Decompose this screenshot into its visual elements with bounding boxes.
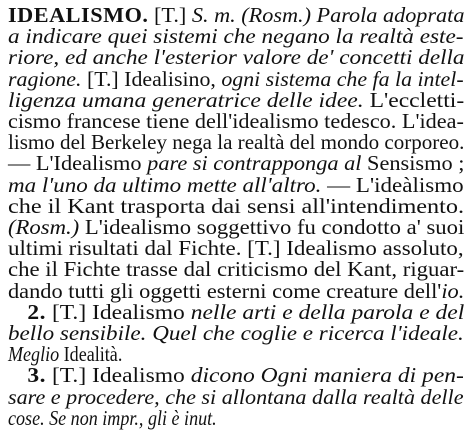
- entry-text: (Rosm.): [8, 215, 80, 239]
- entry-line: [8, 407, 217, 430]
- entry-text: pare si contrapponga al: [147, 151, 362, 176]
- entry-text: io.: [441, 278, 465, 303]
- entry-text: sare e procedere, che si allontana dalla realtà delle: [8, 384, 464, 409]
- entry-text: Sensismo ;: [361, 151, 465, 176]
- entry-text: cose. Se non impr., gli è inut.: [8, 405, 217, 430]
- entry-text: 3.: [8, 363, 47, 388]
- entry-text: nelle arti e della parola e del: [190, 299, 465, 324]
- entry-text: che il Fichte trasse dal criticismo del Kant, riguar-: [8, 257, 465, 282]
- entry-text: Meglio: [8, 342, 60, 367]
- entry-text: riore, ed anche l'esterior valore de' concetti della: [8, 45, 465, 70]
- entry-text: ma l'uno da ultimo mette all'altro.: [8, 172, 322, 197]
- entry-text: [T.] Idealisino,: [81, 66, 222, 91]
- entry-text: Idealità.: [59, 342, 123, 367]
- entry-text: cismo francese tiene dell'idealismo tedesco. L'idea-: [8, 109, 464, 133]
- entry-text: ogni sistema che fa la intel-: [221, 66, 464, 91]
- entry-text: [T.] Idealismo: [46, 363, 191, 388]
- entry-text: bello sensibile. Quel che coglie e ricerca l'ideale.: [8, 321, 464, 345]
- entry-text: ragione.: [8, 66, 82, 91]
- entry-text: ultimi risultati dal Fichte. [T.] Idealismo assoluto,: [8, 236, 464, 261]
- entry-text: dicono Ogni maniera di pen-: [190, 363, 464, 388]
- entry-text: [T.]: [148, 3, 192, 27]
- entry-text: L'idealismo soggettivo fu condotto a' suoi: [79, 215, 465, 239]
- entry-text: dando tutti gli oggetti esterni come creature dell': [8, 278, 442, 303]
- entry-text: S. m. (Rosm.) Parola adoprata: [191, 3, 465, 27]
- entry-text: che il Kant trasporta dai sensi all'intendimento.: [8, 193, 465, 218]
- entry-text: lismo del Berkeley nega la realtà del mondo corporeo.: [8, 130, 465, 155]
- entry-text: [T.] Idealismo: [46, 299, 191, 324]
- entry-text: — L'ideàlismo: [321, 172, 464, 197]
- entry-text: a indicare quei sistemi che negano la realtà este-: [8, 24, 464, 49]
- entry-text: 2.: [8, 299, 47, 324]
- entry-text: IDEALISMO.: [8, 3, 149, 27]
- entry-text: — L'Idealismo: [8, 151, 148, 176]
- entry-text: ligenza umana generatrice delle idee.: [8, 87, 364, 112]
- entry-text: L'eccletti-: [363, 87, 465, 112]
